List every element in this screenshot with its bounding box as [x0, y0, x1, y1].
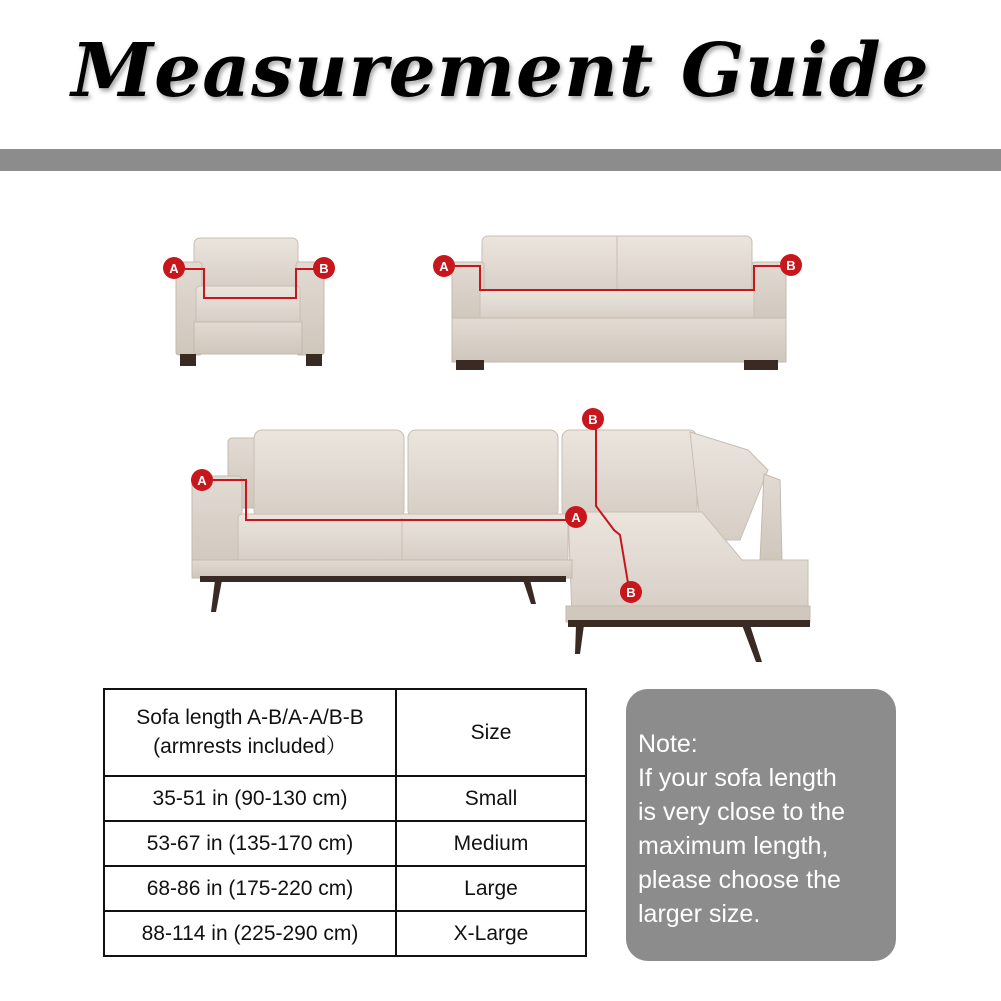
note-heading: Note: — [638, 730, 698, 758]
size-cell: Medium — [396, 821, 586, 866]
sectional-marker-b-bottom — [620, 581, 642, 603]
note-line: If your sofa length — [638, 764, 837, 792]
armchair-marker-b — [313, 257, 335, 279]
table-header-row — [104, 689, 586, 776]
sofa-marker-b — [780, 254, 802, 276]
page-title: Measurement Guide — [71, 28, 930, 114]
marker-a-label: A — [169, 261, 179, 276]
marker-b-label: B — [588, 412, 598, 427]
sectional-marker-a-left — [191, 469, 213, 491]
sofa-marker-a — [433, 255, 455, 277]
note-line: please choose the — [638, 866, 841, 894]
marker-a-label: A — [571, 510, 581, 525]
table-row — [104, 866, 586, 911]
note-line: maximum length, — [638, 832, 829, 860]
marker-b-label: B — [626, 585, 636, 600]
length-cell: 53-67 in (135-170 cm) — [104, 821, 396, 866]
sectional-sofa-illustration — [192, 423, 810, 662]
length-header-label: Sofa length A-B/A-A/B-B — [136, 705, 364, 729]
sectional-marker-b-top — [582, 408, 604, 430]
size-chart-table — [103, 688, 587, 957]
sofa-illustration — [452, 236, 786, 370]
table-row — [104, 776, 586, 821]
size-cell: Small — [396, 776, 586, 821]
note-line: is very close to the — [638, 798, 846, 826]
marker-b-label: B — [786, 258, 796, 273]
table-row — [104, 911, 586, 956]
size-cell: Large — [396, 866, 586, 911]
length-header-cell — [104, 689, 396, 776]
size-header-cell: Size — [396, 689, 586, 776]
marker-a-label: A — [439, 259, 449, 274]
note-box — [626, 689, 896, 961]
table-row — [104, 821, 586, 866]
note-line: larger size. — [638, 900, 761, 928]
sectional-marker-a-right — [565, 506, 587, 528]
length-cell: 68-86 in (175-220 cm) — [104, 866, 396, 911]
length-cell: 35-51 in (90-130 cm) — [104, 776, 396, 821]
size-cell: X-Large — [396, 911, 586, 956]
marker-b-label: B — [319, 261, 329, 276]
length-header-sublabel: (armrests included） — [153, 734, 347, 758]
length-cell: 88-114 in (225-290 cm) — [104, 911, 396, 956]
armchair-illustration — [176, 238, 324, 366]
armchair-marker-a — [163, 257, 185, 279]
marker-a-label: A — [197, 473, 207, 488]
